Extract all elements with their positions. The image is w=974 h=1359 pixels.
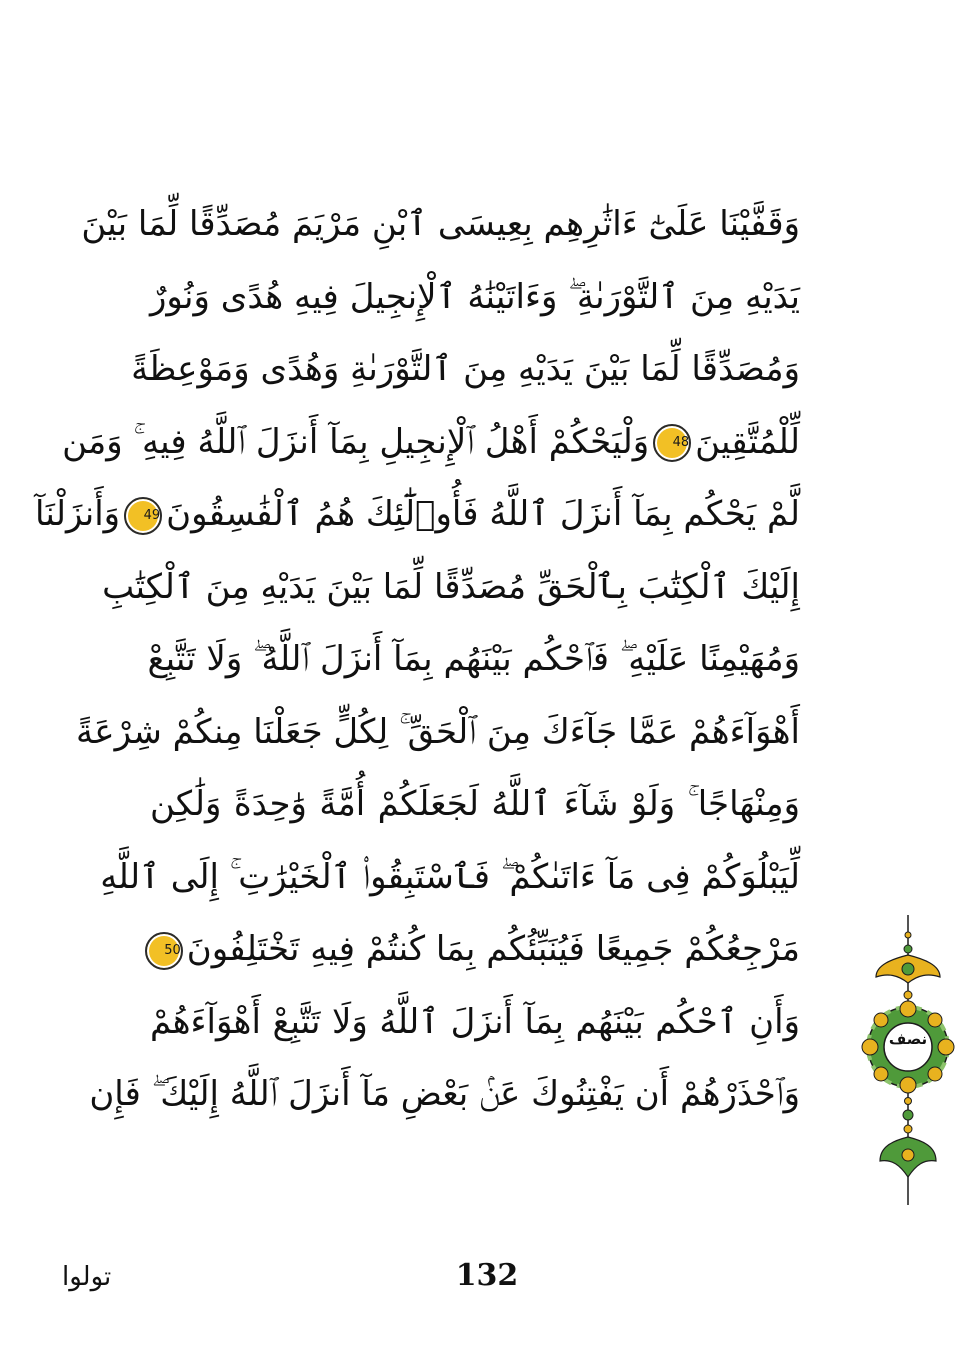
verse-text: وَمِنْهَاجًا ۚ وَلَوْ شَآءَ ٱللَّهُ لَجَعَلَكُمْ أُمَّةً وَٰحِدَةً وَلَٰكِن <box>150 784 800 824</box>
ayah-number-marker: 49 <box>124 497 162 535</box>
verse-line-1 <box>81 188 800 261</box>
verse-text: لِّيَبْلُوَكُمْ فِى مَآ ءَاتَىٰكُمْ ۖ فَٱسْتَبِقُوا۟ ٱلْخَيْرَٰتِ ۚ إِلَى ٱللَّهِ <box>100 856 800 897</box>
quran-text-block <box>35 188 800 1131</box>
ayah-number-marker: 50 <box>145 932 183 970</box>
verse-text: أَهْوَآءَهُمْ عَمَّا جَآءَكَ مِنَ ٱلْحَقِّ ۚ لِكُلٍّ جَعَلْنَا مِنكُمْ شِرْعَةً <box>76 711 800 752</box>
verse-text: مَرْجِعُكُمْ جَمِيعًا فَيُنَبِّئُكُم بِمَا كُنتُمْ فِيهِ تَخْتَلِفُونَ <box>186 929 800 969</box>
verse-line-9 <box>150 768 800 841</box>
page-number: 132 <box>455 1258 519 1293</box>
verse-text: لَّمْ يَحْكُم بِمَآ أَنزَلَ ٱللَّهُ فَأُو۟لَٰٓئِكَ هُمُ ٱلْفَٰسِقُونَ <box>166 494 800 534</box>
verse-text: وَمُهَيْمِنًا عَلَيْهِ ۖ فَٱحْكُم بَيْنَهُم بِمَآ أَنزَلَ ٱللَّهُ ۖ وَلَا تَتَّبِعْ <box>147 639 800 679</box>
verse-text: وَقَفَّيْنَا عَلَىٰٓ ءَاثَٰرِهِم بِعِيسَى ٱبْنِ مَرْيَمَ مُصَدِّقًا لِّمَا بَيْنَ <box>81 204 800 244</box>
catchword: تولوا <box>62 1262 112 1292</box>
verse-text: وَأَنِ ٱحْكُم بَيْنَهُم بِمَآ أَنزَلَ ٱللَّهُ وَلَا تَتَّبِعْ أَهْوَآءَهُمْ <box>150 1001 800 1042</box>
verse-text: وَلْيَحْكُمْ أَهْلُ ٱلْإِنجِيلِ بِمَآ أَنزَلَ ٱللَّهُ فِيهِ ۚ وَمَن <box>62 421 650 462</box>
ayah-number-marker: 48 <box>653 424 691 462</box>
verse-text: إِلَيْكَ ٱلْكِتَٰبَ بِٱلْحَقِّ مُصَدِّقًا لِّمَا بَيْنَ يَدَيْهِ مِنَ ٱلْكِتَٰبِ <box>102 566 800 607</box>
verse-line-4 <box>62 406 800 479</box>
verse-text: وَٱحْذَرْهُمْ أَن يَفْتِنُوكَ عَنۢ بَعْضِ مَآ أَنزَلَ ٱللَّهُ إِلَيْكَ ۖ فَإِن <box>89 1074 800 1114</box>
verse-text: وَمُصَدِّقًا لِّمَا بَيْنَ يَدَيْهِ مِنَ ٱلتَّوْرَىٰةِ وَهُدًى وَمَوْعِظَةً <box>131 349 800 389</box>
hizb-label: نصف <box>888 1030 928 1048</box>
verse-line-11 <box>150 913 800 986</box>
verse-line-7 <box>147 623 800 696</box>
verse-line-2 <box>150 261 800 334</box>
verse-text: لِّلْمُتَّقِينَ <box>695 421 800 462</box>
verse-line-13 <box>89 1058 800 1131</box>
verse-line-10 <box>100 841 800 914</box>
verse-line-8 <box>76 696 800 769</box>
verse-line-6 <box>102 551 800 624</box>
verse-text: وَأَنزَلْنَآ <box>35 494 121 534</box>
verse-text: يَدَيْهِ مِنَ ٱلتَّوْرَىٰةِ ۖ وَءَاتَيْنَٰهُ ٱلْإِنجِيلَ فِيهِ هُدًى وَنُورٌ <box>150 276 800 317</box>
verse-line-5 <box>35 478 800 551</box>
hizb-ornament-icon <box>862 915 954 1205</box>
verse-line-3 <box>131 333 800 406</box>
verse-line-12 <box>150 986 800 1059</box>
